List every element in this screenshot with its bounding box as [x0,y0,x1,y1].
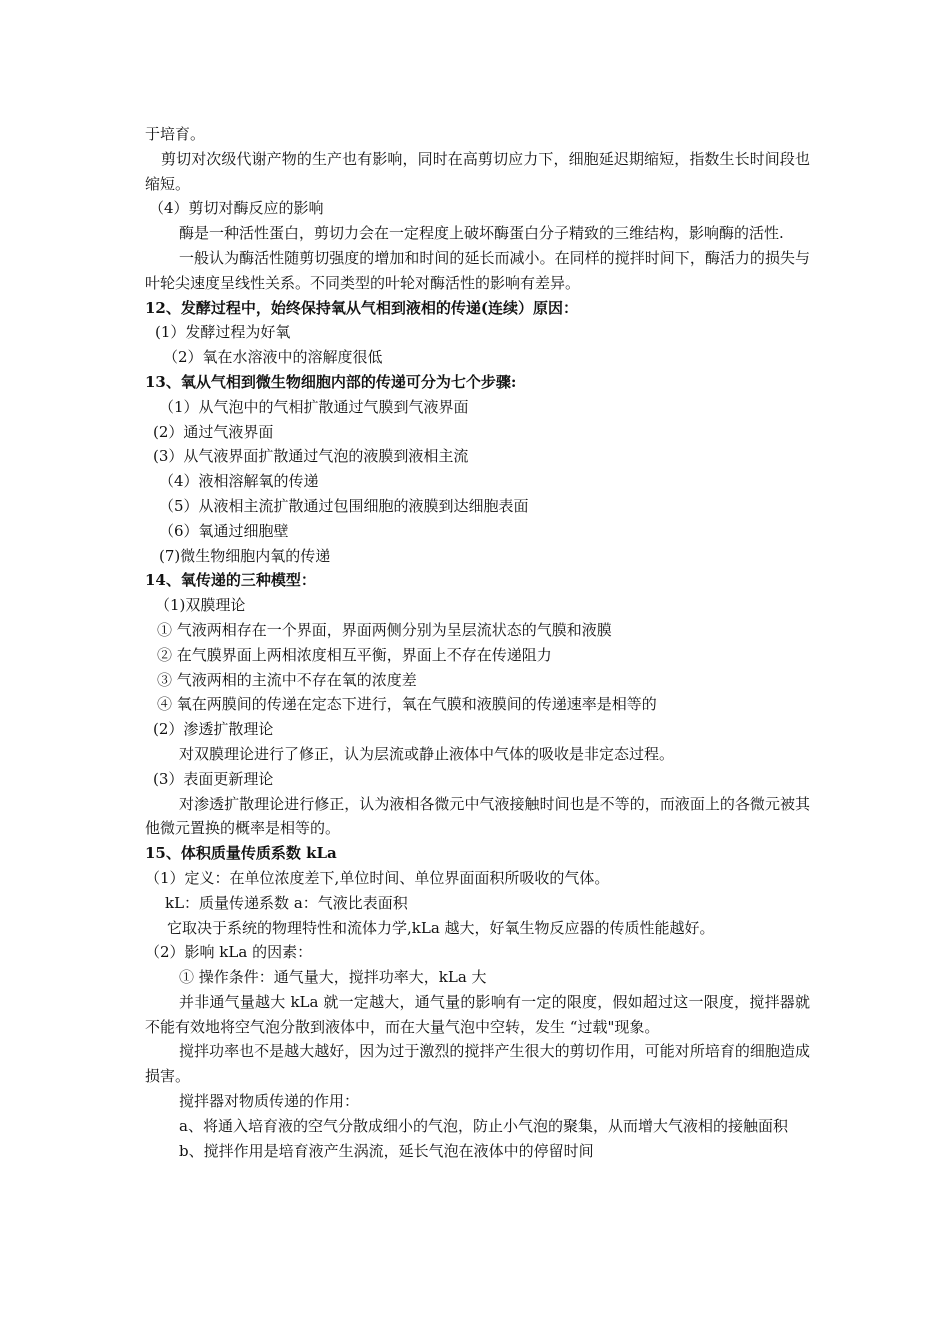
paragraph-line: （4）液相溶解氧的传递 [159,472,319,491]
paragraph-line: 搅拌功率也不是越大越好，因为过于激烈的搅拌产生很大的剪切作用，可能对所培育的细胞造成损害。 [145,1042,810,1086]
paragraph-line: 对渗透扩散理论进行修正，认为液相各微元中气液接触时间也是不等的，而液面上的各微元被其他微元置换的概率是相等的。 [145,794,810,838]
paragraph-line: (3）表面更新理论 [153,769,274,788]
paragraph-line: （6）氧通过细胞壁 [159,521,289,540]
paragraph-line: kL：质量传递系数 a：气液比表面积 [165,893,408,912]
paragraph-line: 于培育。 [145,125,206,143]
paragraph-line: 一般认为酶活性随剪切强度的增加和时间的延长而减小。在同样的搅拌时间下，酶活力的损失与叶轮尖速度呈线性关系。不同类型的叶轮对酶活性的影响有差异。 [145,248,810,292]
paragraph-line: ① 操作条件：通气量大，搅拌功率大，kLa 大 [179,968,487,987]
paragraph-line: 剪切对次级代谢产物的生产也有影响，同时在高剪切应力下，细胞延迟期缩短，指数生长时间段也缩短。 [145,149,810,193]
paragraph-line: 并非通气量越大 kLa 就一定越大，通气量的影响有一定的限度，假如超过这一限度，搅拌器就不能有效地将空气泡分散到液体中，而在大量气泡中空转，发生 “过载"现象。 [145,992,810,1036]
section-heading: 15、体积质量传质系数 kLa [145,844,337,863]
paragraph-line: a、将通入培育液的空气分散成细小的气泡，防止小气泡的聚集，从而增大气液相的接触面积 [179,1116,788,1135]
paragraph-line: (3）从气液界面扩散通过气泡的液膜到液相主流 [153,447,469,466]
paragraph-line: ④ 氧在两膜间的传递在定态下进行，氧在气膜和液膜间的传递速率是相等的 [157,695,657,714]
section-heading: 12、发酵过程中，始终保持氧从气相到液相的传递(连续）原因： [145,298,578,317]
paragraph-line: （4）剪切对酶反应的影响 [149,199,324,218]
paragraph-line: ③ 气液两相的主流中不存在氧的浓度差 [157,670,417,689]
paragraph-line: 酶是一种活性蛋白，剪切力会在一定程度上破坏酶蛋白分子精致的三维结构，影响酶的活性. [179,224,784,243]
paragraph-line: 对双膜理论进行了修正，认为层流或静止液体中气体的吸收是非定态过程。 [179,744,675,763]
section-heading: 14、氧传递的三种模型： [145,571,316,590]
paragraph-line: （1）从气泡中的气相扩散通过气膜到气液界面 [159,397,469,416]
paragraph-line: 搅拌器对物质传递的作用： [179,1092,360,1111]
paragraph-line: （1)双膜理论 [155,596,246,615]
paragraph-line: (2）渗透扩散理论 [153,720,274,739]
paragraph-line: ② 在气膜界面上两相浓度相互平衡，界面上不存在传递阻力 [157,645,552,664]
paragraph-line: （1）定义：在单位浓度差下,单位时间、单位界面面积所吸收的气体。 [145,868,610,887]
paragraph-line: （5）从液相主流扩散通过包围细胞的液膜到达细胞表面 [159,496,529,515]
paragraph-line: 它取决于系统的物理特性和流体力学,kLa 越大，好氧生物反应器的传质性能越好。 [167,918,715,937]
paragraph-line: （2）影响 kLa 的因素： [145,943,313,962]
document-body [145,122,810,1163]
paragraph-line: （2）氧在水溶液中的溶解度很低 [163,348,383,367]
paragraph-line: (7)微生物细胞内氧的传递 [159,546,331,565]
paragraph-line: ① 气液两相存在一个界面，界面两侧分别为呈层流状态的气膜和液膜 [157,620,612,639]
section-heading: 13、氧从气相到微生物细胞内部的传递可分为七个步骤: [145,372,517,391]
paragraph-line: b、搅拌作用是培育液产生涡流，延长气泡在液体中的停留时间 [179,1141,594,1160]
paragraph-line: (1）发酵过程为好氧 [155,323,291,342]
paragraph-line: (2）通过气液界面 [153,422,274,441]
